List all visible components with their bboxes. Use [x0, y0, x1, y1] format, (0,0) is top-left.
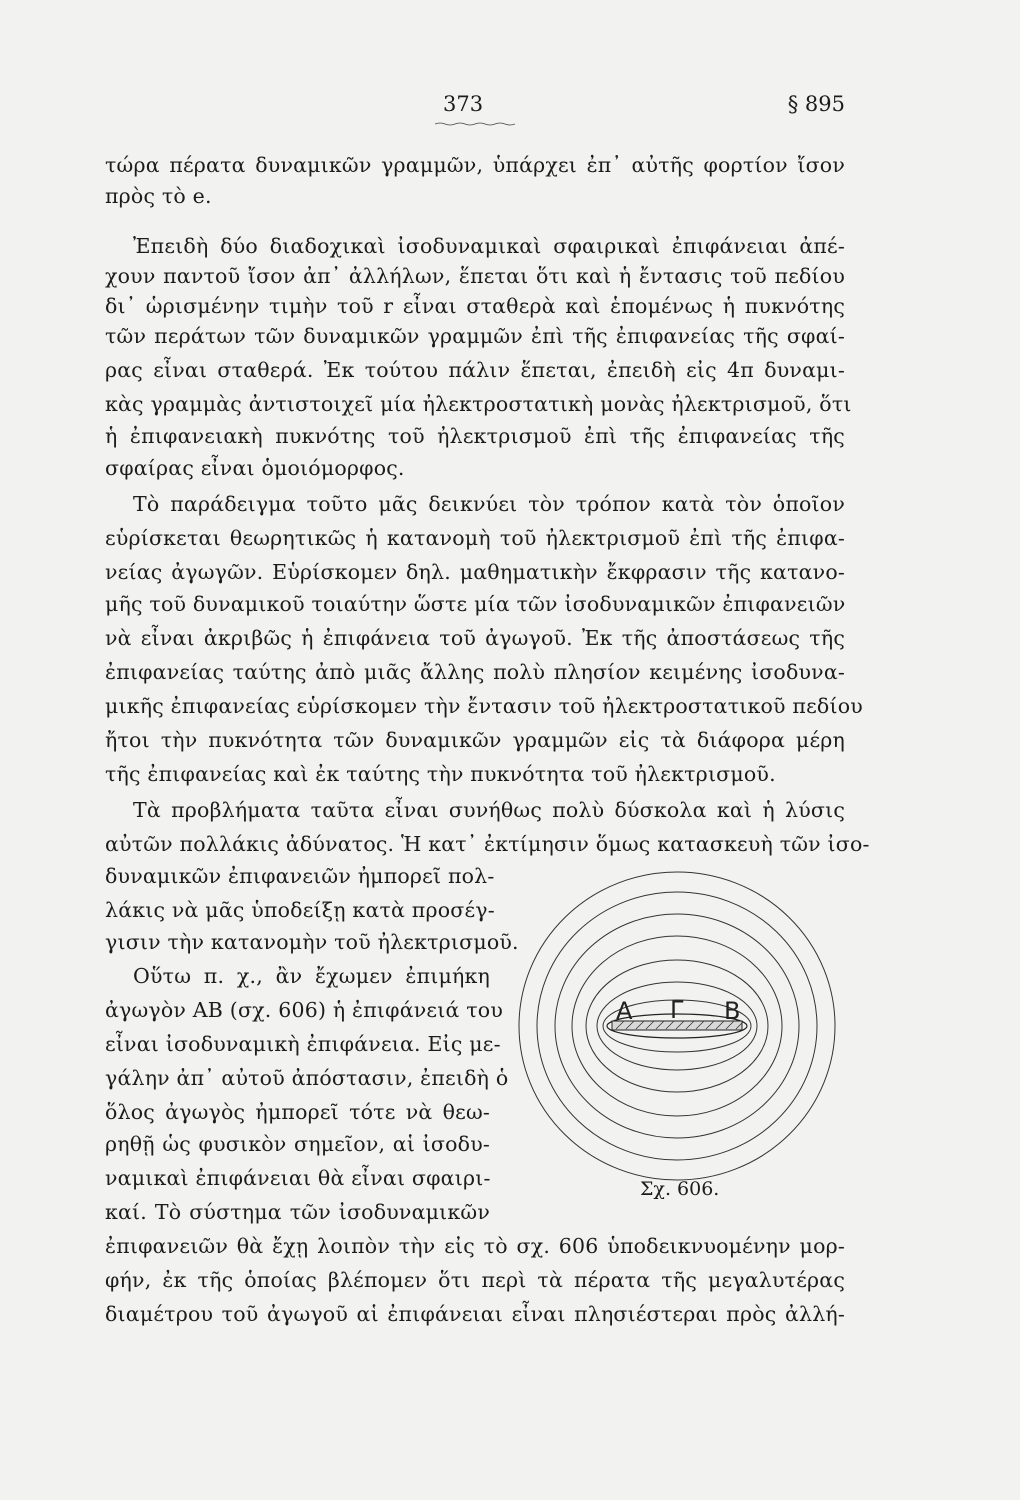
text-line: μῆς τοῦ δυναμικοῦ τοιαύτην ὥστε μία τῶν ἰσοδυναμικῶν ἐπιφανειῶν: [105, 592, 846, 616]
page-header: [105, 92, 845, 126]
section-number: § 895: [787, 92, 845, 116]
equipotential-figure: [512, 868, 846, 1188]
text-line: σφαίρας εἶναι ὁμοιόμορφος.: [105, 456, 405, 480]
text-line: μικῆς ἐπιφανείας εὑρίσκομεν τὴν ἔντασιν τοῦ ἠλεκτροστατικοῦ πεδίου: [105, 694, 863, 718]
figure-caption: Σχ. 606.: [640, 1178, 720, 1200]
label-b: Β: [724, 997, 741, 1025]
text-line: εὑρίσκεται θεωρητικῶς ἡ κατανομὴ τοῦ ἠλεκτρισμοῦ ἐπὶ τῆς ἐπιφα-: [105, 526, 845, 550]
text-line: ὅλος ἀγωγὸς ἠμπορεῖ τότε νὰ θεω-: [105, 1100, 490, 1124]
label-g: Γ: [670, 996, 684, 1024]
text-line: ἤτοι τὴν πυκνότητα τῶν δυναμικῶν γραμμῶν εἰς τὰ διάφορα μέρη: [105, 728, 845, 752]
text-line: εἶναι ἰσοδυναμικὴ ἐπιφάνεια. Εἰς με-: [105, 1032, 501, 1056]
text-line: ρηθῇ ὡς φυσικὸν σημεῖον, αἱ ἰσοδυ-: [105, 1132, 490, 1156]
text-line: κὰς γραμμὰς ἀντιστοιχεῖ μία ἠλεκτροστατικὴ μονὰς ἠλεκτρισμοῦ, ὅτι: [105, 392, 852, 416]
text-line: Τὰ προβλήματα ταῦτα εἶναι συνήθως πολὺ δύσκολα καὶ ἡ λύσις: [133, 798, 845, 822]
text-line: αὐτῶν πολλάκις ἀδύνατος. Ἡ κατ᾽ ἐκτίμησιν ὅμως κατασκευὴ τῶν ἰσο-: [105, 832, 870, 856]
text-line: ἐπιφανειῶν θὰ ἔχῃ λοιπὸν τὴν εἰς τὸ σχ. 606 ὑποδεικνυομένην μορ-: [105, 1234, 845, 1258]
text-line: δι᾽ ὡρισμένην τιμὴν τοῦ r εἶναι σταθερὰ καὶ ἑπομένως ἡ πυκνότης: [105, 294, 845, 318]
text-line: γισιν τὴν κατανομὴν τοῦ ἠλεκτρισμοῦ.: [105, 930, 519, 954]
page-number: 373: [443, 92, 484, 116]
text-line: ἀγωγὸν ΑΒ (σχ. 606) ἡ ἐπιφάνειά του: [105, 998, 503, 1022]
text-line: χουν παντοῦ ἴσον ἀπ᾽ ἀλλήλων, ἕπεται ὅτι καὶ ἡ ἔντασις τοῦ πεδίου: [105, 264, 845, 288]
text-line: τῶν περάτων τῶν δυναμικῶν γραμμῶν ἐπὶ τῆς ἐπιφανείας τῆς σφαί-: [105, 324, 845, 348]
text-line: νείας ἀγωγῶν. Εὑρίσκομεν δηλ. μαθηματικὴν ἔκφρασιν τῆς κατανο-: [105, 560, 845, 584]
page-number-underline: [435, 122, 515, 126]
label-a: Α: [616, 997, 633, 1025]
text-line: Τὸ παράδειγμα τοῦτο μᾶς δεικνύει τὸν τρόπον κατὰ τὸν ὁποῖον: [133, 492, 845, 516]
text-line: νὰ εἶναι ἀκριβῶς ἡ ἐπιφάνεια τοῦ ἀγωγοῦ. Ἐκ τῆς ἀποστάσεως τῆς: [105, 626, 845, 650]
text-line: Οὕτω π. χ., ἂν ἔχωμεν ἐπιμήκη: [133, 964, 490, 988]
text-line: πρὸς τὸ e.: [105, 184, 212, 208]
text-line: ἡ ἐπιφανειακὴ πυκνότης τοῦ ἠλεκτρισμοῦ ἐπὶ τῆς ἐπιφανείας τῆς: [105, 424, 845, 448]
text-line: φήν, ἐκ τῆς ὁποίας βλέπομεν ὅτι περὶ τὰ πέρατα τῆς μεγαλυτέρας: [105, 1268, 845, 1292]
text-line: τῆς ἐπιφανείας καὶ ἐκ ταύτης τὴν πυκνότητα τοῦ ἠλεκτρισμοῦ.: [105, 762, 776, 786]
text-line: ναμικαὶ ἐπιφάνειαι θὰ εἶναι σφαιρι-: [105, 1166, 491, 1190]
text-line: δυναμικῶν ἐπιφανειῶν ἠμπορεῖ πολ-: [105, 864, 495, 888]
text-line: λάκις νὰ μᾶς ὑποδείξῃ κατὰ προσέγ-: [105, 898, 495, 922]
text-line: ρας εἶναι σταθερά. Ἐκ τούτου πάλιν ἕπεται, ἐπειδὴ εἰς 4π δυναμι-: [105, 358, 845, 382]
text-line: ἐπιφανείας ταύτης ἀπὸ μιᾶς ἄλλης πολὺ πλησίον κειμένης ἰσοδυνα-: [105, 660, 845, 684]
text-line: τώρα πέρατα δυναμικῶν γραμμῶν, ὑπάρχει ἐπ᾽ αὐτῆς φορτίον ἴσον: [105, 153, 845, 177]
text-line: γάλην ἀπ᾽ αὐτοῦ ἀπόστασιν, ἐπειδὴ ὁ: [105, 1066, 509, 1090]
text-line: Ἐπειδὴ δύο διαδοχικαὶ ἰσοδυναμικαὶ σφαιρικαὶ ἐπιφάνειαι ἀπέ-: [133, 234, 845, 258]
text-line: διαμέτρου τοῦ ἀγωγοῦ αἱ ἐπιφάνειαι εἶναι πλησιέστεραι πρὸς ἀλλή-: [105, 1302, 845, 1326]
text-line: καί. Τὸ σύστημα τῶν ἰσοδυναμικῶν: [105, 1200, 490, 1224]
